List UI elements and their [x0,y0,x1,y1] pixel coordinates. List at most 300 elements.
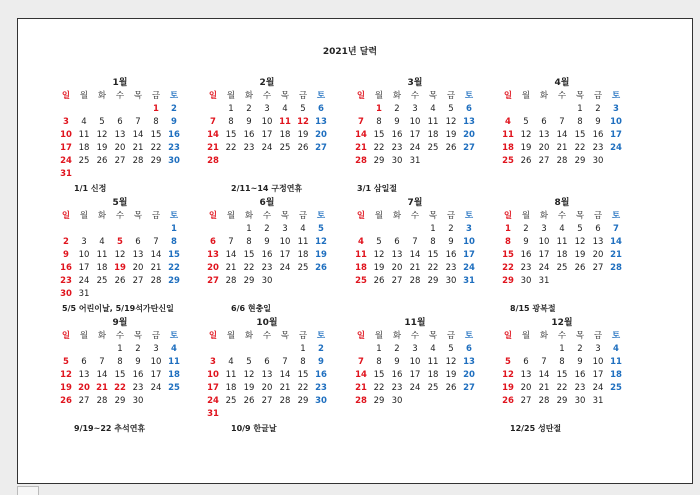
day-cell[interactable]: 30 [315,396,327,406]
day-cell[interactable]: 20 [520,383,532,393]
day-cell[interactable]: 22 [373,383,385,393]
day-cell[interactable]: 13 [315,117,327,127]
day-cell[interactable]: 2 [595,104,601,114]
day-cell[interactable]: 26 [114,276,126,286]
day-cell[interactable]: 21 [132,143,144,153]
day-cell[interactable]: 8 [376,117,382,127]
day-cell[interactable]: 10 [409,357,421,367]
day-cell[interactable]: 25 [279,143,291,153]
day-cell[interactable]: 4 [171,344,177,354]
day-cell[interactable]: 26 [96,156,108,166]
day-cell[interactable]: 5 [448,104,454,114]
day-cell[interactable]: 29 [373,156,385,166]
day-cell[interactable]: 16 [132,370,144,380]
day-cell[interactable]: 9 [318,357,324,367]
day-cell[interactable]: 1 [376,344,382,354]
day-cell[interactable]: 19 [574,250,586,260]
day-cell[interactable]: 20 [315,130,327,140]
day-cell[interactable]: 22 [427,263,439,273]
day-cell[interactable]: 26 [520,156,532,166]
day-cell[interactable]: 27 [463,143,475,153]
day-cell[interactable]: 18 [225,383,237,393]
day-cell[interactable]: 27 [207,276,219,286]
day-cell[interactable]: 21 [225,263,237,273]
day-cell[interactable]: 17 [207,383,219,393]
day-cell[interactable]: 25 [556,263,568,273]
day-cell[interactable]: 27 [78,396,90,406]
day-cell[interactable]: 15 [574,130,586,140]
day-cell[interactable]: 25 [610,383,622,393]
day-cell[interactable]: 11 [225,370,237,380]
day-cell[interactable]: 15 [114,370,126,380]
day-cell[interactable]: 28 [132,156,144,166]
day-cell[interactable]: 13 [132,250,144,260]
day-cell[interactable]: 20 [538,143,550,153]
day-cell[interactable]: 14 [610,237,622,247]
day-cell[interactable]: 28 [150,276,162,286]
day-cell[interactable]: 28 [207,156,219,166]
day-cell[interactable]: 31 [60,169,72,179]
day-cell[interactable]: 11 [279,117,291,127]
day-cell[interactable]: 4 [228,357,234,367]
day-cell[interactable]: 27 [114,156,126,166]
day-cell[interactable]: 7 [358,117,364,127]
day-cell[interactable]: 15 [150,130,162,140]
day-cell[interactable]: 15 [297,370,309,380]
day-cell[interactable]: 30 [445,276,457,286]
day-cell[interactable]: 23 [243,143,255,153]
day-cell[interactable]: 21 [556,143,568,153]
day-cell[interactable]: 4 [430,104,436,114]
day-cell[interactable]: 12 [445,357,457,367]
day-cell[interactable]: 22 [574,143,586,153]
day-cell[interactable]: 3 [541,224,547,234]
day-cell[interactable]: 17 [463,250,475,260]
day-cell[interactable]: 15 [373,370,385,380]
day-cell[interactable]: 16 [445,250,457,260]
day-cell[interactable]: 28 [225,276,237,286]
day-cell[interactable]: 10 [592,357,604,367]
day-cell[interactable]: 8 [505,237,511,247]
day-cell[interactable]: 24 [610,143,622,153]
day-cell[interactable]: 16 [520,250,532,260]
day-cell[interactable]: 18 [168,370,180,380]
day-cell[interactable]: 20 [78,383,90,393]
day-cell[interactable]: 5 [523,117,529,127]
day-cell[interactable]: 13 [78,370,90,380]
day-cell[interactable]: 9 [246,117,252,127]
day-cell[interactable]: 17 [538,250,550,260]
day-cell[interactable]: 24 [538,263,550,273]
day-cell[interactable]: 22 [243,263,255,273]
day-cell[interactable]: 3 [264,104,270,114]
day-cell[interactable]: 19 [373,263,385,273]
day-cell[interactable]: 12 [502,370,514,380]
day-cell[interactable]: 2 [448,224,454,234]
day-cell[interactable]: 19 [445,130,457,140]
day-cell[interactable]: 2 [394,344,400,354]
day-cell[interactable]: 24 [592,383,604,393]
day-cell[interactable]: 8 [300,357,306,367]
day-cell[interactable]: 14 [556,130,568,140]
day-cell[interactable]: 20 [463,370,475,380]
day-cell[interactable]: 2 [135,344,141,354]
day-cell[interactable]: 26 [315,263,327,273]
day-cell[interactable]: 26 [445,143,457,153]
day-cell[interactable]: 26 [297,143,309,153]
day-cell[interactable]: 11 [96,250,108,260]
day-cell[interactable]: 11 [355,250,367,260]
day-cell[interactable]: 21 [96,383,108,393]
day-cell[interactable]: 6 [210,237,216,247]
day-cell[interactable]: 11 [427,357,439,367]
day-cell[interactable]: 6 [81,357,87,367]
day-cell[interactable]: 11 [502,130,514,140]
day-cell[interactable]: 10 [610,117,622,127]
day-cell[interactable]: 29 [373,396,385,406]
day-cell[interactable]: 8 [117,357,123,367]
day-cell[interactable]: 21 [538,383,550,393]
day-cell[interactable]: 14 [96,370,108,380]
day-cell[interactable]: 18 [355,263,367,273]
day-cell[interactable]: 15 [243,250,255,260]
day-cell[interactable]: 29 [150,156,162,166]
day-cell[interactable]: 18 [502,143,514,153]
day-cell[interactable]: 10 [78,250,90,260]
day-cell[interactable]: 15 [168,250,180,260]
day-cell[interactable]: 30 [592,156,604,166]
day-cell[interactable]: 20 [463,130,475,140]
day-cell[interactable]: 29 [168,276,180,286]
day-cell[interactable]: 30 [520,276,532,286]
day-cell[interactable]: 8 [430,237,436,247]
day-cell[interactable]: 26 [373,276,385,286]
day-cell[interactable]: 27 [520,396,532,406]
day-cell[interactable]: 1 [559,344,565,354]
day-cell[interactable]: 5 [99,117,105,127]
day-cell[interactable]: 10 [60,130,72,140]
day-cell[interactable]: 24 [279,263,291,273]
day-cell[interactable]: 11 [610,357,622,367]
day-cell[interactable]: 28 [538,396,550,406]
day-cell[interactable]: 14 [355,130,367,140]
day-cell[interactable]: 13 [538,130,550,140]
day-cell[interactable]: 9 [171,117,177,127]
day-cell[interactable]: 27 [391,276,403,286]
day-cell[interactable]: 3 [282,224,288,234]
day-cell[interactable]: 27 [538,156,550,166]
day-cell[interactable]: 9 [63,250,69,260]
day-cell[interactable]: 25 [96,276,108,286]
day-cell[interactable]: 12 [574,237,586,247]
day-cell[interactable]: 12 [373,250,385,260]
day-cell[interactable]: 4 [81,117,87,127]
day-cell[interactable]: 10 [538,237,550,247]
day-cell[interactable]: 7 [228,237,234,247]
day-cell[interactable]: 4 [613,344,619,354]
day-cell[interactable]: 11 [297,237,309,247]
day-cell[interactable]: 12 [315,237,327,247]
day-cell[interactable]: 10 [261,117,273,127]
day-cell[interactable]: 7 [210,117,216,127]
day-cell[interactable]: 12 [243,370,255,380]
day-cell[interactable]: 30 [132,396,144,406]
day-cell[interactable]: 20 [132,263,144,273]
day-cell[interactable]: 8 [559,357,565,367]
day-cell[interactable]: 28 [610,263,622,273]
day-cell[interactable]: 7 [282,357,288,367]
day-cell[interactable]: 17 [592,370,604,380]
day-cell[interactable]: 17 [60,143,72,153]
day-cell[interactable]: 7 [541,357,547,367]
day-cell[interactable]: 6 [541,117,547,127]
day-cell[interactable]: 8 [228,117,234,127]
day-cell[interactable]: 29 [114,396,126,406]
day-cell[interactable]: 18 [96,263,108,273]
day-cell[interactable]: 18 [279,130,291,140]
day-cell[interactable]: 25 [168,383,180,393]
day-cell[interactable]: 23 [445,263,457,273]
day-cell[interactable]: 13 [592,237,604,247]
day-cell[interactable]: 16 [243,130,255,140]
day-cell[interactable]: 17 [261,130,273,140]
day-cell[interactable]: 28 [556,156,568,166]
day-cell[interactable]: 17 [150,370,162,380]
day-cell[interactable]: 17 [78,263,90,273]
day-cell[interactable]: 19 [445,370,457,380]
day-cell[interactable]: 20 [114,143,126,153]
day-cell[interactable]: 12 [297,117,309,127]
day-cell[interactable]: 30 [168,156,180,166]
day-cell[interactable]: 18 [610,370,622,380]
day-cell[interactable]: 17 [279,250,291,260]
day-cell[interactable]: 5 [376,237,382,247]
day-cell[interactable]: 18 [78,143,90,153]
day-cell[interactable]: 3 [210,357,216,367]
day-cell[interactable]: 14 [207,130,219,140]
day-cell[interactable]: 8 [376,357,382,367]
day-cell[interactable]: 23 [168,143,180,153]
day-cell[interactable]: 25 [78,156,90,166]
day-cell[interactable]: 25 [427,383,439,393]
day-cell[interactable]: 15 [225,130,237,140]
day-cell[interactable]: 27 [132,276,144,286]
day-cell[interactable]: 21 [409,263,421,273]
day-cell[interactable]: 17 [610,130,622,140]
day-cell[interactable]: 2 [246,104,252,114]
day-cell[interactable]: 14 [132,130,144,140]
day-cell[interactable]: 15 [556,370,568,380]
day-cell[interactable]: 24 [78,276,90,286]
day-cell[interactable]: 5 [117,237,123,247]
day-cell[interactable]: 3 [81,237,87,247]
day-cell[interactable]: 14 [409,250,421,260]
day-cell[interactable]: 29 [574,156,586,166]
day-cell[interactable]: 23 [574,383,586,393]
day-cell[interactable]: 1 [171,224,177,234]
day-cell[interactable]: 20 [261,383,273,393]
day-cell[interactable]: 30 [391,156,403,166]
day-cell[interactable]: 2 [264,224,270,234]
day-cell[interactable]: 25 [297,263,309,273]
day-cell[interactable]: 10 [279,237,291,247]
day-cell[interactable]: 22 [225,143,237,153]
day-cell[interactable]: 7 [99,357,105,367]
day-cell[interactable]: 13 [114,130,126,140]
day-cell[interactable]: 9 [394,357,400,367]
day-cell[interactable]: 16 [60,263,72,273]
day-cell[interactable]: 26 [60,396,72,406]
day-cell[interactable]: 25 [225,396,237,406]
day-cell[interactable]: 7 [559,117,565,127]
day-cell[interactable]: 24 [409,143,421,153]
day-cell[interactable]: 19 [114,263,126,273]
day-cell[interactable]: 2 [171,104,177,114]
day-cell[interactable]: 29 [502,276,514,286]
day-cell[interactable]: 28 [409,276,421,286]
day-cell[interactable]: 18 [297,250,309,260]
day-cell[interactable]: 1 [300,344,306,354]
day-cell[interactable]: 16 [168,130,180,140]
day-cell[interactable]: 19 [520,143,532,153]
day-cell[interactable]: 19 [96,143,108,153]
day-cell[interactable]: 31 [207,409,219,419]
day-cell[interactable]: 30 [391,396,403,406]
day-cell[interactable]: 14 [355,370,367,380]
day-cell[interactable]: 13 [261,370,273,380]
day-cell[interactable]: 5 [318,224,324,234]
day-cell[interactable]: 24 [207,396,219,406]
day-cell[interactable]: 4 [99,237,105,247]
day-cell[interactable]: 3 [613,104,619,114]
day-cell[interactable]: 6 [135,237,141,247]
day-cell[interactable]: 4 [559,224,565,234]
day-cell[interactable]: 9 [264,237,270,247]
day-cell[interactable]: 5 [63,357,69,367]
day-cell[interactable]: 5 [505,357,511,367]
day-cell[interactable]: 21 [150,263,162,273]
day-cell[interactable]: 7 [613,224,619,234]
day-cell[interactable]: 12 [445,117,457,127]
day-cell[interactable]: 18 [556,250,568,260]
day-cell[interactable]: 27 [463,383,475,393]
day-cell[interactable]: 12 [114,250,126,260]
day-cell[interactable]: 30 [261,276,273,286]
day-cell[interactable]: 22 [502,263,514,273]
day-cell[interactable]: 11 [168,357,180,367]
day-cell[interactable]: 3 [595,344,601,354]
day-cell[interactable]: 24 [409,383,421,393]
day-cell[interactable]: 20 [592,250,604,260]
day-cell[interactable]: 1 [430,224,436,234]
day-cell[interactable]: 27 [315,143,327,153]
day-cell[interactable]: 9 [135,357,141,367]
sheet-corner[interactable] [17,486,39,495]
day-cell[interactable]: 6 [466,344,472,354]
day-cell[interactable]: 22 [168,263,180,273]
day-cell[interactable]: 27 [592,263,604,273]
day-cell[interactable]: 10 [463,237,475,247]
day-cell[interactable]: 8 [153,117,159,127]
day-cell[interactable]: 31 [592,396,604,406]
day-cell[interactable]: 10 [409,117,421,127]
day-cell[interactable]: 12 [520,130,532,140]
day-cell[interactable]: 11 [427,117,439,127]
day-cell[interactable]: 29 [243,276,255,286]
day-cell[interactable]: 16 [391,130,403,140]
day-cell[interactable]: 23 [391,143,403,153]
day-cell[interactable]: 25 [502,156,514,166]
day-cell[interactable]: 8 [246,237,252,247]
day-cell[interactable]: 22 [150,143,162,153]
day-cell[interactable]: 1 [505,224,511,234]
day-cell[interactable]: 23 [261,263,273,273]
day-cell[interactable]: 7 [412,237,418,247]
day-cell[interactable]: 29 [427,276,439,286]
day-cell[interactable]: 9 [595,117,601,127]
day-cell[interactable]: 19 [297,130,309,140]
day-cell[interactable]: 5 [448,344,454,354]
day-cell[interactable]: 28 [355,156,367,166]
day-cell[interactable]: 26 [445,383,457,393]
day-cell[interactable]: 14 [538,370,550,380]
day-cell[interactable]: 24 [150,383,162,393]
day-cell[interactable]: 2 [394,104,400,114]
day-cell[interactable]: 2 [318,344,324,354]
day-cell[interactable]: 31 [538,276,550,286]
day-cell[interactable]: 15 [373,130,385,140]
day-cell[interactable]: 24 [261,143,273,153]
day-cell[interactable]: 21 [355,383,367,393]
day-cell[interactable]: 15 [502,250,514,260]
day-cell[interactable]: 7 [358,357,364,367]
day-cell[interactable]: 12 [60,370,72,380]
day-cell[interactable]: 5 [300,104,306,114]
day-cell[interactable]: 16 [391,370,403,380]
day-cell[interactable]: 19 [502,383,514,393]
day-cell[interactable]: 21 [207,143,219,153]
day-cell[interactable]: 9 [394,117,400,127]
day-cell[interactable]: 16 [574,370,586,380]
day-cell[interactable]: 30 [60,289,72,299]
day-cell[interactable]: 17 [409,130,421,140]
day-cell[interactable]: 13 [463,357,475,367]
day-cell[interactable]: 3 [412,104,418,114]
day-cell[interactable]: 6 [466,104,472,114]
day-cell[interactable]: 9 [523,237,529,247]
day-cell[interactable]: 6 [318,104,324,114]
day-cell[interactable]: 29 [297,396,309,406]
day-cell[interactable]: 1 [153,104,159,114]
day-cell[interactable]: 22 [297,383,309,393]
day-cell[interactable]: 16 [592,130,604,140]
day-cell[interactable]: 4 [505,117,511,127]
day-cell[interactable]: 23 [132,383,144,393]
day-cell[interactable]: 21 [610,250,622,260]
day-cell[interactable]: 3 [153,344,159,354]
day-cell[interactable]: 6 [394,237,400,247]
day-cell[interactable]: 10 [150,357,162,367]
day-cell[interactable]: 1 [577,104,583,114]
day-cell[interactable]: 19 [60,383,72,393]
day-cell[interactable]: 7 [153,237,159,247]
day-cell[interactable]: 4 [430,344,436,354]
day-cell[interactable]: 14 [279,370,291,380]
day-cell[interactable]: 15 [427,250,439,260]
day-cell[interactable]: 28 [279,396,291,406]
day-cell[interactable]: 20 [207,263,219,273]
day-cell[interactable]: 2 [63,237,69,247]
